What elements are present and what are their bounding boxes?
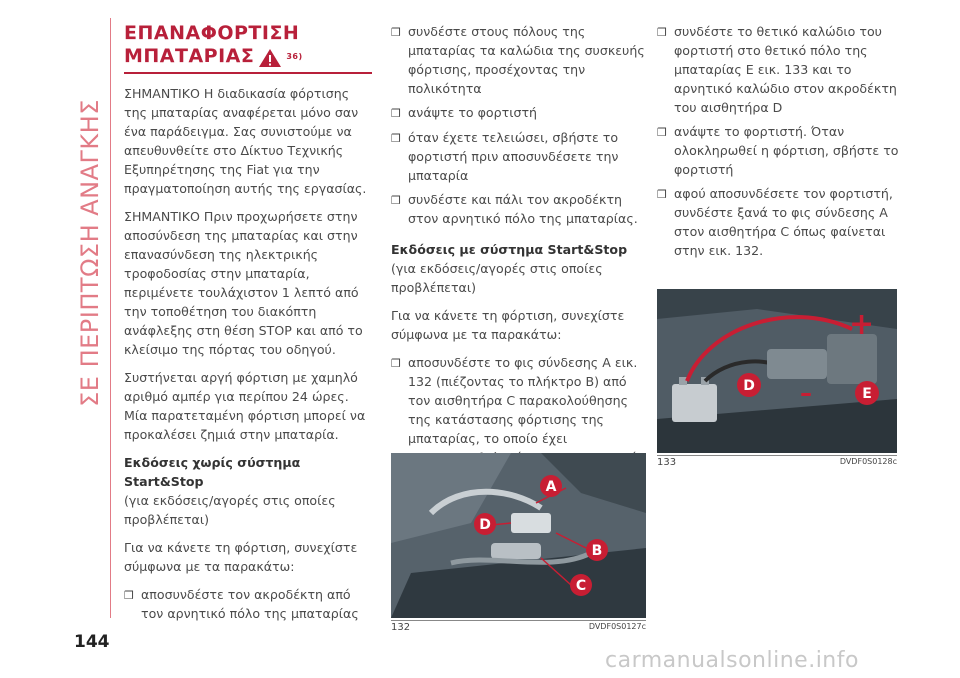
paragraph-important-2: ΣΗΜΑΝΤΙΚΟ Πριν προχωρήσετε στην αποσύνδεση της μπαταρίας και στην επανασύνδεση της ηλεκτρικής τροφοδοσίας στην μπαταρία, περιμένετε τουλάχιστον 1 λεπτό από την τοποθέτηση του διακόπτη ανάφλεξης στη θέση STOP και από το κλείσιμο της πόρτας του οδηγού. [124, 209, 363, 357]
intro-text: Για να κάνετε τη φόρτιση, συνεχίστε σύμφωνα με τα παρακάτω: [124, 540, 358, 574]
charger-icon [672, 384, 717, 422]
intro-text: Για να κάνετε τη φόρτιση, συνεχίστε σύμφωνα με τα παρακάτω: [391, 308, 625, 342]
note-markets: (για εκδόσεις/αγορές στις οποίες προβλέπεται) [391, 261, 603, 295]
figure-133-caption [657, 455, 897, 468]
checkbox-bullet-icon: ❒ [391, 107, 401, 120]
list-item: ❒ συνδέστε και πάλι τον ακροδέκτη στον αρνητικό πόλο της μπαταρίας. [391, 192, 638, 226]
svg-text:A: A [545, 479, 557, 495]
svg-text:C: C [575, 578, 587, 594]
checkbox-bullet-icon: ❒ [657, 126, 667, 139]
paragraph-slow-charge: Συστήνεται αργή φόρτιση με χαμηλό αριθμό αμπέρ για περίπου 24 ώρες. Μία παρατεταμένη φόρτιση μπορεί να προκαλέσει ζημιά στην μπαταρία. [124, 370, 366, 442]
list-item: ❒ συνδέστε στους πόλους της μπαταρίας τα καλώδια της συσκευής φόρτισης, προσέχοντας την πολικότητα [391, 24, 645, 96]
list-item: ❒ συνδέστε το θετικό καλώδιο του φορτιστή στο θετικό πόλο της μπαταρίας E εικ. 133 και το αρνητικό καλώδιο στον ακροδέκτη του αισθητήρα D [657, 24, 897, 115]
column-3 [657, 22, 907, 265]
figure-code: DVDF0S0128c [839, 457, 897, 466]
heading-start-stop: Εκδόσεις με σύστημα Start&Stop [391, 242, 628, 257]
list-item: ❒ όταν έχετε τελειώσει, σβήστε το φορτιστή πριν αποσυνδέσετε την μπαταρία [391, 130, 619, 183]
page-number: 144 [74, 632, 110, 652]
checkbox-bullet-icon: ❒ [657, 26, 667, 39]
note-markets: (για εκδόσεις/αγορές στις οποίες προβλέπεται) [124, 493, 336, 527]
minus-sign: – [800, 379, 812, 407]
heading-no-start-stop: Εκδόσεις χωρίς σύστημα Start&Stop [124, 455, 301, 489]
warning-reference: 36) [286, 52, 303, 61]
side-tab-label: ΣΕ ΠΕΡΙΠΤΩΣΗ ΑΝΑΓΚΗΣ [76, 99, 104, 407]
watermark: carmanualsonline.info [605, 648, 859, 673]
figure-132-caption [391, 620, 646, 633]
figure-133-charger-connection [657, 289, 897, 453]
title-line-2: ΜΠΑΤΑΡΙΑΣ [124, 45, 255, 67]
column-1 [124, 22, 374, 628]
checkbox-bullet-icon: ❒ [391, 194, 401, 207]
paragraph-important-1: ΣΗΜΑΝΤΙΚΟ Η διαδικασία φόρτισης της μπαταρίας αναφέρεται μόνο σαν ένα παράδειγμα. Σας συνιστούμε να απευθυνθείτε στο Δίκτυο Τεχνικής Εξυπηρέτησης της Fiat για την πραγματοποίηση αυτής της εργασίας. [124, 86, 367, 196]
figure-132-battery-sensor [391, 453, 646, 618]
list-item: ❒ ανάψτε το φορτιστή [391, 103, 646, 123]
svg-text:D: D [743, 378, 755, 394]
checkbox-bullet-icon: ❒ [391, 132, 401, 145]
side-tab [68, 18, 112, 488]
svg-text:D: D [479, 517, 491, 533]
svg-text:B: B [591, 543, 603, 559]
side-divider [110, 18, 111, 618]
list-item: ❒ αφού αποσυνδέσετε τον φορτιστή, συνδέστε ξανά το φις σύνδεσης A στον αισθητήρα C όπως φαίνεται στην εικ. 132. [657, 186, 893, 258]
checkbox-bullet-icon: ❒ [657, 188, 667, 201]
figure-code: DVDF0S0127c [588, 622, 646, 631]
battery-sensor-illustration [391, 453, 646, 618]
checkbox-bullet-icon: ❒ [391, 357, 401, 370]
figure-number: 132 [391, 622, 411, 633]
title-underline [124, 72, 372, 74]
list-item: ❒ ανάψτε το φορτιστή. Όταν ολοκληρωθεί η φόρτιση, σβήστε το φορτιστή [657, 124, 899, 177]
checkbox-bullet-icon: ❒ [391, 26, 401, 39]
list-item: ❒ αποσυνδέστε το φις σύνδεσης A εικ. 132 (πιέζοντας το πλήκτρο B) από τον αισθητήρα C παρακολούθησης της κατάστασης φόρτισης της μπαταρίας, το οποίο έχει [391, 353, 646, 486]
column-2 [391, 22, 646, 491]
figure-number: 133 [657, 457, 677, 468]
list-item: ❒ αποσυνδέστε τον ακροδέκτη από τον αρνητικό πόλο της μπαταρίας [124, 587, 359, 621]
checkbox-bullet-icon: ❒ [124, 589, 134, 602]
warning-icon [258, 48, 282, 68]
charger-connection-illustration [657, 289, 897, 453]
svg-text:E: E [862, 386, 872, 402]
plus-sign: + [849, 307, 875, 342]
section-title [124, 22, 374, 68]
title-line-1: ΕΠΑΝΑΦΟΡΤΙΣΗ [124, 22, 300, 44]
